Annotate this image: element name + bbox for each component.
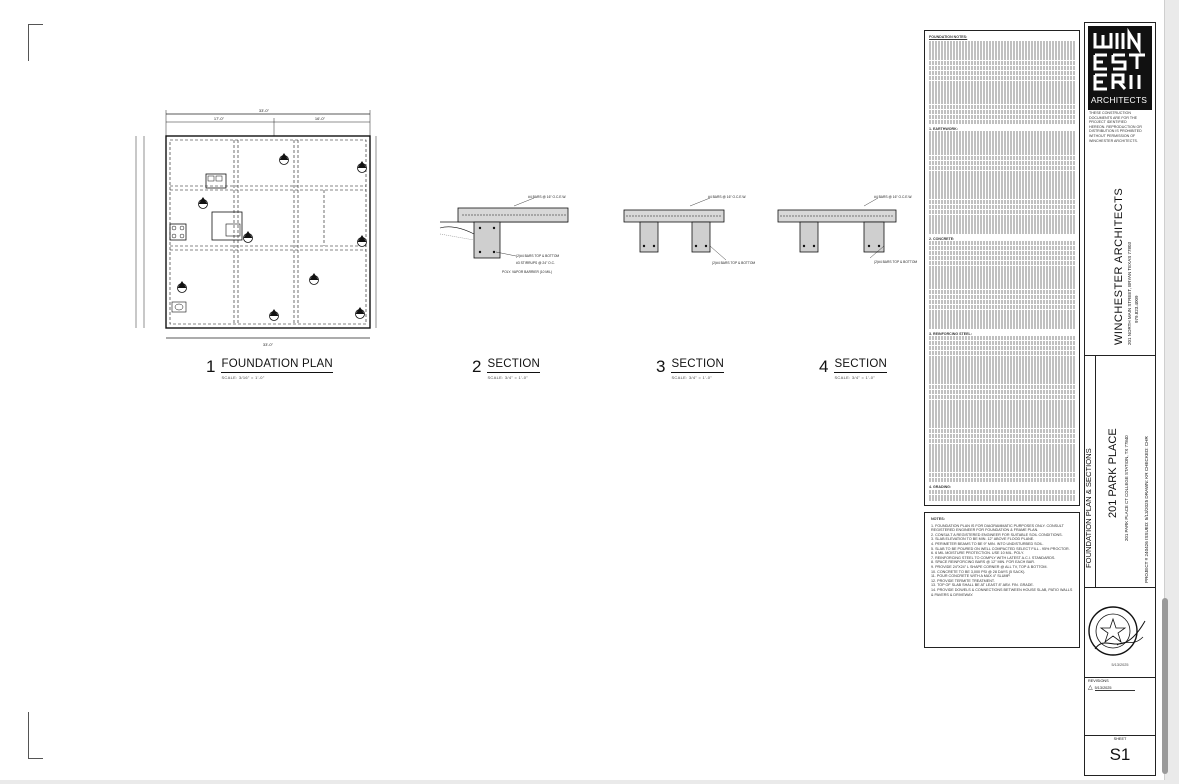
- drawing-scale: SCALE: 3/4" = 1'-0": [834, 375, 876, 380]
- note-item: 3. SLAB ELEVATION TO BE MIN. 12" ABOVE FLOOD PLANE.: [931, 537, 1035, 542]
- section-2-beam-label: (2)#4 BARS TOP & BOTTOM: [516, 254, 560, 258]
- firm-address: 201 NORTH MAIN STREET, BRYAN TEXAS 77803: [1127, 242, 1132, 345]
- vertical-scrollbar[interactable]: [1162, 598, 1168, 774]
- crop-mark-top-left: [28, 24, 43, 61]
- section-4-beam-label: (2)#4 BARS TOP & BOTTOM: [874, 260, 918, 264]
- seal-date: 5/13/2025: [1111, 663, 1129, 667]
- revisions-label: REVISIONS: [1088, 679, 1109, 683]
- drawing-title-3: [656, 358, 724, 380]
- notes-section-earthwork: 1. EARTHWORK:: [929, 127, 958, 132]
- drawing-title-1: [206, 358, 333, 380]
- project-meta: PROJECT # 240426 ISSUED: 5/13/2025 DRAWN: KR CHECKED: CHR: [1144, 436, 1149, 583]
- notes-heading: NOTES:: [931, 517, 945, 521]
- drawing-title-text: SECTION: [671, 358, 724, 373]
- revision-delta-icon: △: [1088, 685, 1093, 691]
- section-3-beam-label: (2)#4 BARS TOP & BOTTOM: [712, 261, 756, 265]
- drawing-scale: SCALE: 3/16" = 1'-0": [221, 375, 265, 380]
- note-item: 2. CONSULT A REGISTERED ENGINEER FOR SUITABLE SOIL CONDITIONS.: [931, 532, 1063, 537]
- foundation-notes-box: [924, 30, 1080, 506]
- notes-section-reinforcing: 3. REINFORCING STEEL:: [929, 331, 972, 336]
- engineer-seal: [1087, 601, 1147, 661]
- note-item: 5. SLAB TO BE POURED ON WELL COMPACTED SELECT FILL - 95% PROCTOR.: [931, 546, 1070, 551]
- project-name: 201 PARK PLACE: [1107, 428, 1119, 518]
- drawing-title-text: SECTION: [834, 358, 887, 373]
- plan-dim-top-left: 17'-0": [213, 116, 225, 121]
- drawing-number: 4: [819, 357, 829, 376]
- crop-mark-bottom-left: [28, 712, 43, 759]
- project-address: 201 PARK PLACE CT COLLEGE STATION, TX 77840: [1124, 435, 1129, 541]
- sheet-title: FOUNDATION PLAN & SECTIONS: [1084, 448, 1093, 568]
- section-2-stirrups-label: #3 STIRRUPS @ 24" O.C.: [516, 261, 555, 265]
- sheet-number: S1: [1109, 745, 1131, 764]
- drawing-title-text: SECTION: [487, 358, 540, 373]
- revision-row: [1088, 685, 1135, 691]
- note-item: 6. 6 MIL MOISTURE PROTECTION. USE 10 MIL. POLY.: [931, 551, 1024, 556]
- sheet-label: SHEET: [1113, 737, 1127, 741]
- notes-list: [931, 517, 1075, 645]
- logo-text: ARCHITECTS: [1090, 95, 1148, 105]
- section-4-drawing: [774, 194, 924, 284]
- firm-name: WINCHESTER ARCHITECTS: [1113, 187, 1125, 345]
- drawing-title-text: FOUNDATION PLAN: [221, 358, 332, 373]
- firm-logo: [1088, 26, 1152, 110]
- notes-section-concrete: 2. CONCRETE:: [929, 236, 955, 241]
- plan-dim-top-right: 16'-0": [314, 116, 326, 121]
- note-item: 12. PROVIDE TERMITE TREATMENT.: [931, 578, 995, 583]
- notes-section-grading: 4. GRADING:: [929, 485, 952, 490]
- plan-dim-overall-top: 33'-0": [258, 108, 270, 113]
- section-2-barrier-label: POLY. VAPOR BARRIER (10 MIL): [502, 270, 553, 274]
- section-3-drawing: [620, 194, 770, 284]
- note-item: 13. TOP OF SLAB SHALL BE AT LEAST 8" ABV. FIN. GRADE.: [931, 583, 1034, 588]
- section-3-rebar-label: #4 BARS @ 16" O.C.E.W.: [708, 195, 747, 199]
- section-2-drawing: [438, 194, 570, 284]
- firm-phone: 979.823.4009: [1134, 295, 1139, 323]
- section-4-rebar-label: #4 BARS @ 16" O.C.E.W.: [874, 195, 913, 199]
- foundation-notes-heading: FOUNDATION NOTES:: [929, 35, 968, 39]
- note-item: 11. POUR CONCRETE WITH A MAX 4" SLUMP.: [931, 574, 1011, 579]
- notes-box: [924, 512, 1080, 648]
- plan-dim-overall-bottom: 33'-0": [262, 342, 274, 347]
- section-2-rebar-label: #4 BARS @ 16" O.C.E.W.: [528, 195, 567, 199]
- note-item: 7. REINFORCING STEEL TO COMPLY WITH LATEST A.C.I. STANDARDS.: [931, 555, 1056, 560]
- note-item: 8. SPACE REINFORCING BARS @ 12" MIN. FOR EACH BAR.: [931, 560, 1035, 565]
- note-item: 14. PROVIDE DOWELS & CONNECTIONS BETWEEN HOUSE SLAB, PATIO WALLS & PAVERS & DRIVEWAY.: [931, 587, 1073, 597]
- drawing-scale: SCALE: 3/4" = 1'-0": [671, 375, 713, 380]
- logo-glyph-icon: [1089, 27, 1151, 93]
- revision-date: 5/13/2025: [1095, 686, 1135, 691]
- note-item: 9. PROVIDE 24"X24" L SHAPE CORNER @ ALL TV, TOP & BOTTOM.: [931, 564, 1048, 569]
- drawing-title-2: [472, 358, 540, 380]
- logo-caption: THESE CONSTRUCTION DOCUMENTS ARE FOR THE PROJECT IDENTIFIED HEREON. REPRODUCTION OR DISTRIBUTION IS PROHIBITED WITHOUT PERMISSION OF WINCHESTER ARCHITECTS.: [1089, 111, 1142, 143]
- title-block: [1084, 22, 1156, 776]
- foundation-notes: [929, 35, 1075, 501]
- note-item: 4. PERIMETER BEAMS TO BE 9" MIN. INTO UNDISTURBED SOIL.: [931, 541, 1044, 546]
- note-item: 10. CONCRETE TO BE 3,000 PSI @ 28 DAYS (5 SACK).: [931, 569, 1026, 574]
- drawing-number: 2: [472, 357, 482, 376]
- drawing-scale: SCALE: 3/4" = 1'-0": [487, 375, 529, 380]
- foundation-plan-drawing: [124, 106, 384, 356]
- note-item: 1. FOUNDATION PLAN IS FOR DIAGRAMMATIC PURPOSES ONLY. CONSULT REGISTERED ENGINEER FOR FOUNDATION & FRAME PLAN.: [931, 523, 1064, 533]
- drawing-title-4: [819, 358, 887, 380]
- drawing-number: 3: [656, 357, 666, 376]
- drawing-number: 1: [206, 357, 216, 376]
